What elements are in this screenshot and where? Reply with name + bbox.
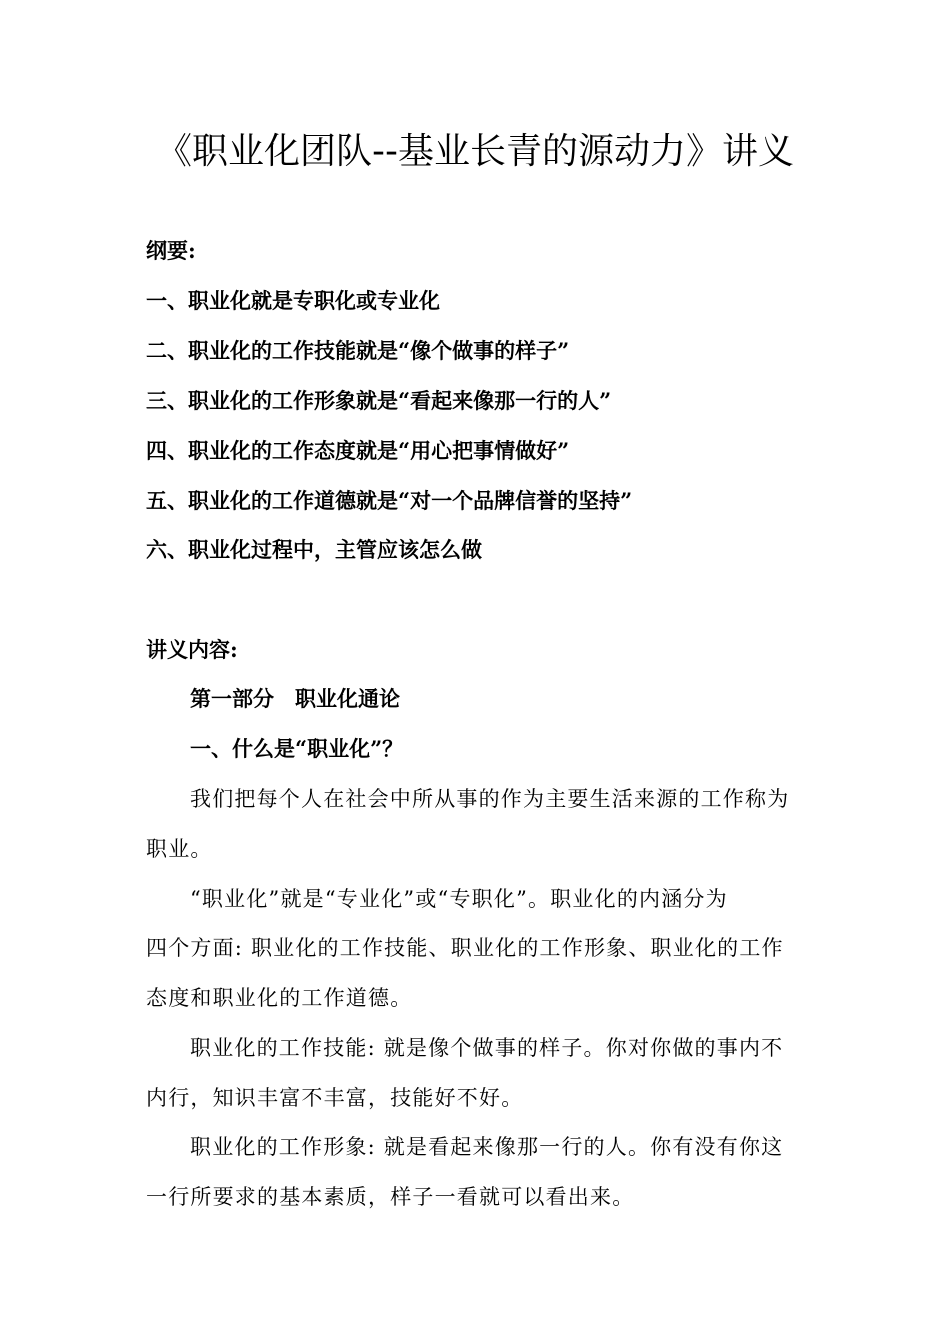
paragraph-line: 四个方面: 职业化的工作技能、职业化的工作形象、职业化的工作 xyxy=(146,936,784,960)
paragraph-line: 我们把每个人在社会中所从事的作为主要生活来源的工作称为 xyxy=(190,787,790,811)
paragraph-line: 职业化的工作技能: 就是像个做事的样子。你对你做的事内不 xyxy=(190,1036,784,1060)
outline-item: 二、职业化的工作技能就是“像个做事的样子” xyxy=(146,338,570,363)
section-title: 一、什么是“职业化”？ xyxy=(190,736,404,761)
part-title: 第一部分 职业化通论 xyxy=(190,686,400,711)
paragraph-line: 职业化的工作形象: 就是看起来像那一行的人。你有没有你这 xyxy=(190,1135,784,1159)
paragraph-line: 一行所要求的基本素质，样子一看就可以看出来。 xyxy=(146,1185,635,1209)
outline-heading: 纲要: xyxy=(146,238,196,263)
paragraph-line: “职业化”就是“专业化”或“专职化”。职业化的内涵分为 xyxy=(190,887,728,911)
content-heading: 讲义内容: xyxy=(146,637,238,662)
outline-item: 三、职业化的工作形象就是“看起来像那一行的人” xyxy=(146,388,612,413)
outline-item: 四、职业化的工作态度就是“用心把事情做好” xyxy=(146,438,570,463)
paragraph-line: 内行，知识丰富不丰富，技能好不好。 xyxy=(146,1086,524,1110)
outline-item: 一、职业化就是专职化或专业化 xyxy=(146,288,440,313)
outline-item: 六、职业化过程中，主管应该怎么做 xyxy=(146,537,482,562)
paragraph-line: 职业。 xyxy=(146,837,213,861)
paragraph-line: 态度和职业化的工作道德。 xyxy=(146,986,413,1010)
outline-item: 五、职业化的工作道德就是“对一个品牌信誉的坚持” xyxy=(146,488,633,513)
document-title: 《职业化团队--基业长青的源动力》讲义 xyxy=(156,131,794,172)
